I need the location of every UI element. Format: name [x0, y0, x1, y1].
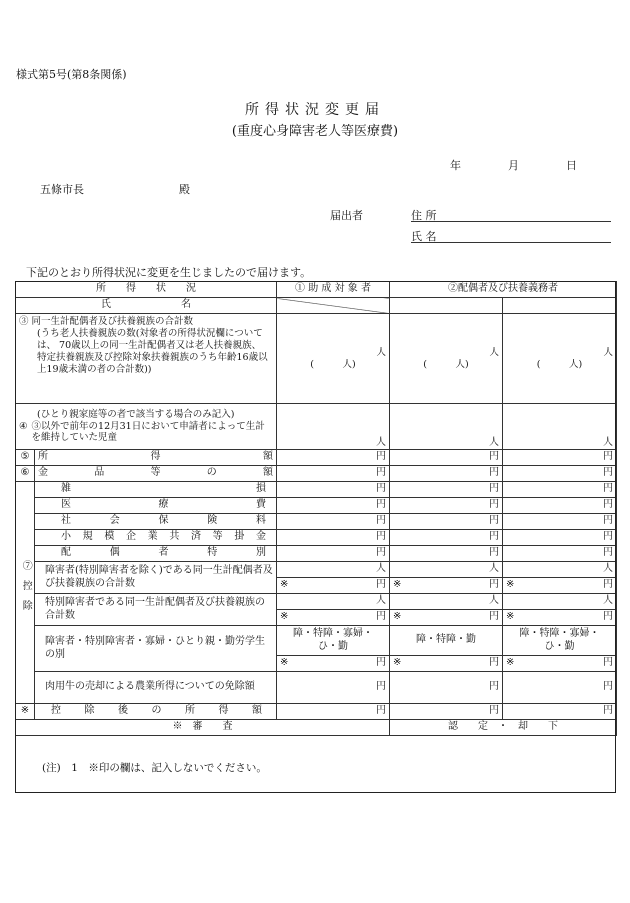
- disabled-applicant-mark: ※: [280, 579, 289, 591]
- category-spouse2-yen: 円: [603, 657, 613, 669]
- row6-applicant-unit: 円: [376, 467, 386, 479]
- intro-text: 下記のとおり所得状況に変更を生じましたので届けます。: [26, 266, 312, 279]
- deduction-4-spouse2-unit: 円: [603, 547, 613, 559]
- row3-detail: (うち老人扶養親族の数(対象者の所得状況欄については、 70歳以上の同一生計配偶者又は老人扶養親族、 特定扶養親族及び控除対象扶養親族のうち年齢16歳以上19歳未満の者の合計数)): [37, 327, 268, 375]
- deduction-0-applicant-unit: 円: [376, 483, 386, 495]
- row4-applicant-unit: 人: [376, 436, 386, 448]
- special-spouse2-yen: 円: [603, 611, 613, 623]
- form-outer-frame: [15, 281, 616, 793]
- special-applicant-yen: 円: [376, 611, 386, 623]
- row6-label: 金 品 等 の 額: [35, 466, 277, 482]
- deduction-1-applicant-unit: 円: [376, 499, 386, 511]
- form-title: 所得状況変更届: [245, 102, 385, 118]
- disabled-spouse2-mark: ※: [506, 579, 515, 591]
- honorific: 殿: [179, 183, 190, 196]
- after-deduction-spouse1-unit: 円: [489, 705, 499, 717]
- name-row-label: 氏 名: [16, 298, 277, 314]
- date-year: 年: [450, 159, 461, 172]
- decision-label[interactable]: 認 定 ・ 却 下: [390, 720, 617, 736]
- special-applicant-unit: 人: [376, 595, 386, 607]
- col-header-category: 所 得 状 況: [16, 282, 277, 298]
- row4-text: ③以外で前年の12月31日において申請者によって生計を維持していた児童: [31, 420, 265, 444]
- row5-applicant-unit: 円: [376, 451, 386, 463]
- special-spouse2-unit: 人: [603, 595, 613, 607]
- special-spouse2-mark: ※: [506, 611, 515, 623]
- row3-number: ③: [19, 316, 29, 327]
- disabled-spouse2-unit: 人: [603, 563, 613, 575]
- deduction-1-spouse2-unit: 円: [603, 499, 613, 511]
- special-spouse1-unit: 人: [489, 595, 499, 607]
- category-applicant-options[interactable]: 障・特障・寡婦・ひ・勤: [277, 626, 390, 656]
- row4-note: (ひとり親家庭等の者で該当する場合のみ記入): [37, 408, 235, 420]
- form-number: 様式第5号(第8条関係): [16, 68, 127, 81]
- form-subtitle: (重度心身障害老人等医療費): [231, 124, 399, 139]
- row4-spouse2-unit: 人: [603, 436, 613, 448]
- row6-spouse1-unit: 円: [489, 467, 499, 479]
- category-applicant-mark: ※: [280, 657, 289, 669]
- addressee: 五條市長: [40, 183, 84, 196]
- disabled-spouse1-mark: ※: [393, 579, 402, 591]
- category-spouse1-mark: ※: [393, 657, 402, 669]
- col-header-spouse: ②配偶者及び扶養義務者: [390, 282, 617, 298]
- beef-spouse2-unit: 円: [603, 681, 613, 693]
- deduction-label-2: 社 会 保 険 料: [35, 514, 277, 530]
- disabled-spouse1-yen: 円: [489, 579, 499, 591]
- deduction-3-spouse2-unit: 円: [603, 531, 613, 543]
- footnote: (注) 1 ※印の欄は、記入しないでください。: [42, 762, 267, 774]
- category-spouse1-options[interactable]: 障・特障・勤: [390, 626, 503, 656]
- beef-spouse1-unit: 円: [489, 681, 499, 693]
- deduction-2-applicant-unit: 円: [376, 515, 386, 527]
- special-disabled-label: 特別障害者である同一生計配偶者及び扶養親族の合計数: [35, 594, 277, 626]
- row3-applicant-paren: ( 人): [310, 358, 356, 370]
- category-spouse2-options[interactable]: 障・特障・寡婦・ひ・勤: [503, 626, 617, 656]
- deduction-2-spouse2-unit: 円: [603, 515, 613, 527]
- disabled-dependents-label: 障害者(特別障害者を除く)である同一生計配偶者及び扶養親族の合計数: [35, 562, 277, 594]
- row3-spouse2-paren: ( 人): [536, 358, 583, 370]
- category-applicant-yen: 円: [376, 657, 386, 669]
- special-applicant-mark: ※: [280, 611, 289, 623]
- row5-spouse2-unit: 円: [603, 451, 613, 463]
- after-deduction-label: 控 除 後 の 所 得 額: [35, 704, 277, 720]
- special-spouse1-mark: ※: [393, 611, 402, 623]
- row4-number: ④: [19, 420, 28, 432]
- row6-number: ⑥: [16, 466, 35, 482]
- reporter-label: 届出者: [330, 209, 363, 222]
- deduction-3-spouse1-unit: 円: [489, 531, 499, 543]
- category-spouse2-mark: ※: [506, 657, 515, 669]
- beef-label: 肉用牛の売却による農業所得についての免除額: [35, 672, 277, 704]
- deduction-4-spouse1-unit: 円: [489, 547, 499, 559]
- deduction-3-applicant-unit: 円: [376, 531, 386, 543]
- date-month: 月: [508, 159, 519, 172]
- deduction-0-spouse2-unit: 円: [603, 483, 613, 495]
- deduction-1-spouse1-unit: 円: [489, 499, 499, 511]
- row3-applicant-unit: 人: [376, 346, 386, 358]
- disabled-applicant-unit: 人: [376, 563, 386, 575]
- disabled-spouse2-yen: 円: [603, 579, 613, 591]
- row4-spouse1-unit: 人: [489, 436, 499, 448]
- disabled-applicant-yen: 円: [376, 579, 386, 591]
- deduction-label-0: 雑 損: [35, 482, 277, 498]
- deduction-label-3: 小規模企業共済等掛金: [35, 530, 277, 546]
- deduction-4-applicant-unit: 円: [376, 547, 386, 559]
- after-deduction-mark: ※: [16, 704, 35, 720]
- row5-number: ⑤: [16, 450, 35, 466]
- address-field[interactable]: [411, 207, 611, 222]
- category-spouse1-yen: 円: [489, 657, 499, 669]
- col-header-applicant: ① 助 成 対 象 者: [277, 282, 390, 298]
- review-label: ※ 審 査: [16, 720, 390, 736]
- name-label: 氏 名: [411, 230, 437, 243]
- row3-spouse1-paren: ( 人): [423, 358, 469, 370]
- row6-spouse2-unit: 円: [603, 467, 613, 479]
- after-deduction-applicant-unit: 円: [376, 705, 386, 717]
- row3-title: 同一生計配偶者及び扶養親族の合計数: [31, 316, 194, 327]
- name-field[interactable]: [411, 228, 611, 243]
- disabled-spouse1-unit: 人: [489, 563, 499, 575]
- row5-spouse1-unit: 円: [489, 451, 499, 463]
- deduction-2-spouse1-unit: 円: [489, 515, 499, 527]
- deduction-label: ⑦控除: [20, 560, 32, 621]
- special-spouse1-yen: 円: [489, 611, 499, 623]
- row5-label: 所 得 額: [35, 450, 277, 466]
- date-day: 日: [566, 159, 577, 172]
- row3-spouse2-unit: 人: [603, 346, 613, 358]
- beef-applicant-unit: 円: [376, 681, 386, 693]
- deduction-0-spouse1-unit: 円: [489, 483, 499, 495]
- deduction-label-1: 医 療 費: [35, 498, 277, 514]
- after-deduction-spouse2-unit: 円: [603, 705, 613, 717]
- address-label: 住 所: [411, 209, 437, 222]
- deduction-label-4: 配 偶 者 特 別: [35, 546, 277, 562]
- category-label: 障害者・特別障害者・寡婦・ひとり親・勤労学生の別: [35, 626, 277, 672]
- row3-spouse1-unit: 人: [489, 346, 499, 358]
